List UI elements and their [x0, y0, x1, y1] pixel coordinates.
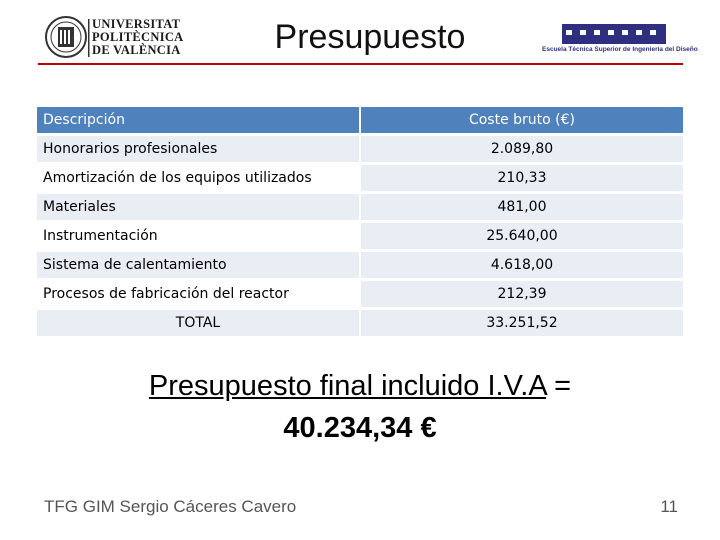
row-description: Materiales [37, 193, 360, 222]
table-row [37, 280, 683, 309]
table-row [37, 135, 683, 164]
row-description: Instrumentación [37, 222, 360, 251]
row-description: Sistema de calentamiento [37, 251, 360, 280]
table-row [37, 164, 683, 193]
page-number: 11 [660, 497, 678, 516]
row-cost: 210,33 [360, 164, 683, 193]
final-budget-amount: 40.234,34 € [283, 412, 437, 444]
table-row [37, 222, 683, 251]
school-name: Escuela Técnica Superior de Ingeniería del Diseño [542, 46, 698, 53]
table-row [37, 193, 683, 222]
budget-table [37, 107, 683, 339]
header-divider [38, 63, 683, 65]
row-description: Honorarios profesionales [37, 135, 360, 164]
row-cost: 25.640,00 [360, 222, 683, 251]
university-name [92, 18, 184, 57]
university-line: UNIVERSITAT [92, 17, 181, 31]
row-cost: 481,00 [360, 193, 683, 222]
final-budget-label: Presupuesto final incluido I.V.A [148, 370, 547, 402]
row-description: Amortización de los equipos utilizados [37, 164, 360, 193]
total-cost: 33.251,52 [360, 309, 683, 338]
row-cost: 212,39 [360, 280, 683, 309]
row-description: Procesos de fabricación del reactor [37, 280, 360, 309]
column-header-cost: Coste bruto (€) [360, 107, 683, 135]
table-row [37, 251, 683, 280]
table-total-row [37, 309, 683, 338]
column-header-description: Descripción [37, 107, 360, 135]
row-cost: 2.089,80 [360, 135, 683, 164]
final-budget [40, 365, 680, 449]
total-label: TOTAL [37, 309, 360, 338]
footer-author: TFG GIM Sergio Cáceres Cavero [44, 497, 297, 516]
university-line: POLITÈCNICA [92, 30, 184, 44]
row-cost: 4.618,00 [360, 251, 683, 280]
slide-title: Presupuesto [274, 18, 466, 56]
university-line: DE VALÈNCIA [92, 43, 181, 57]
final-budget-equals: = [546, 370, 572, 402]
table-header-row [37, 107, 683, 135]
